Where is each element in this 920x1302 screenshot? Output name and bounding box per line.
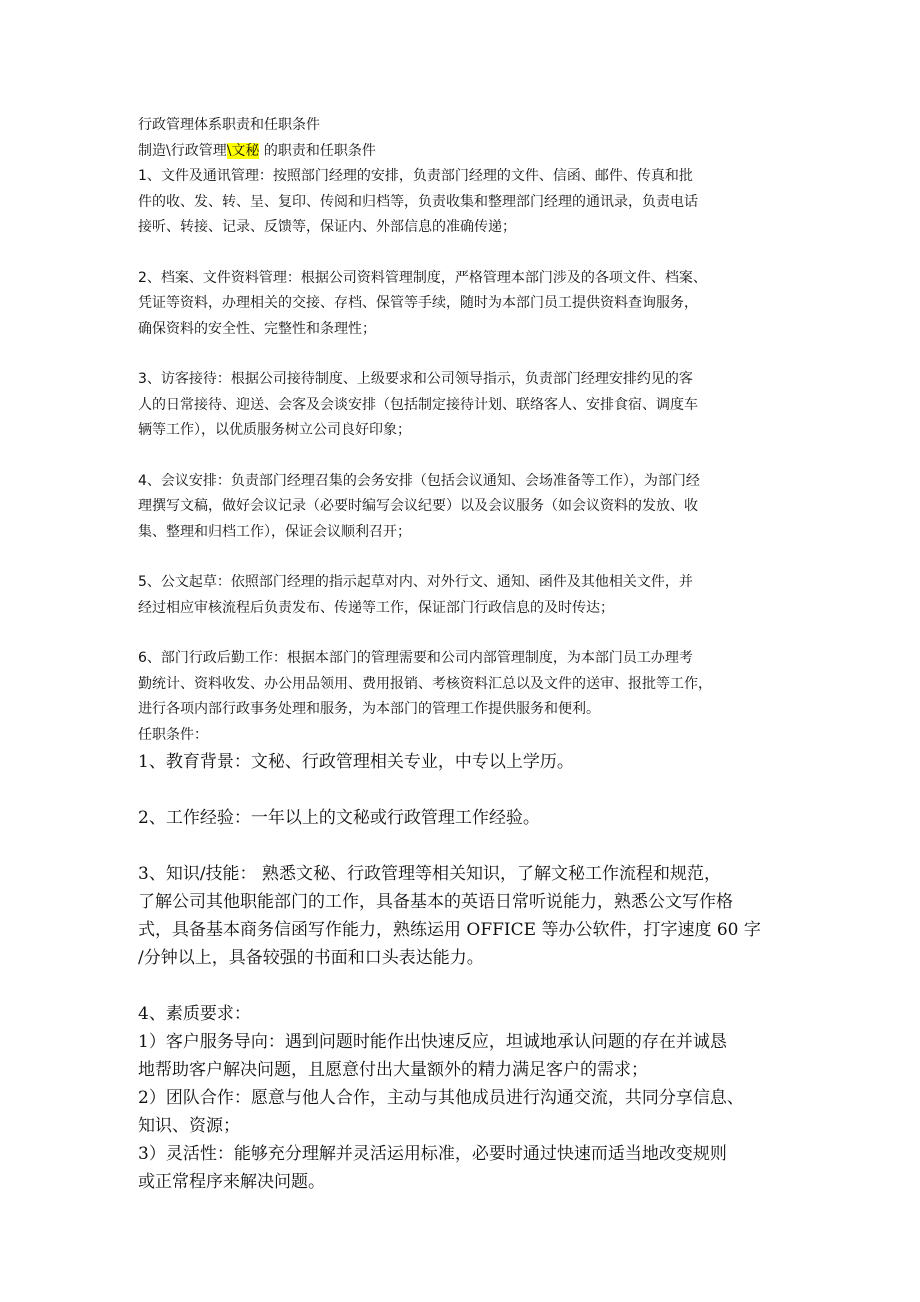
requirement-line: 4、素质要求： <box>138 1004 251 1024</box>
requirement-line: 式，具备基本商务信函写作能力，熟练运用 OFFICE 等办公软件，打字速度 60 字 <box>138 920 761 940</box>
requirement-line: 知识、资源； <box>138 1116 240 1136</box>
requirements-section <box>138 748 788 1196</box>
requirement-line: 1）客户服务导向：遇到问题时能作出快速反应，坦诚地承认问题的存在并诚恳 <box>138 1032 727 1052</box>
requirement-line: 地帮助客户解决问题，且愿意付出大量额外的精力满足客户的需求； <box>138 1060 648 1080</box>
subtitle-prefix: 制造\行政管理 <box>138 142 227 159</box>
duty-line: 2、档案、文件资料管理：根据公司资料管理制度，严格管理本部门涉及的各项文件、档案、 <box>138 269 707 286</box>
subtitle-suffix: 的职责和任职条件 <box>259 142 376 159</box>
duty-line: 6、部门行政后勤工作：根据本部门的管理需要和公司内部管理制度，为本部门员工办理考 <box>138 650 693 666</box>
requirements-heading: 任职条件： <box>138 726 208 743</box>
duty-line: 理撰写文稿，做好会议记录（必要时编写会议纪要）以及会议服务（如会议资料的发放、收 <box>138 498 698 514</box>
duties-section <box>138 164 788 723</box>
duty-line: 5、公文起草：依照部门经理的指示起草对内、对外行文、通知、函件及其他相关文件，并 <box>138 574 693 590</box>
duty-line: 勤统计、资料收发、办公用品领用、费用报销、考核资料汇总以及文件的送审、报批等工作， <box>138 675 712 692</box>
duty-line: 进行各项内部行政事务处理和服务，为本部门的管理工作提供服务和便利。 <box>138 701 600 717</box>
requirement-line: 2）团队合作：愿意与他人合作，主动与其他成员进行沟通交流，共同分享信息、 <box>138 1088 744 1108</box>
document-title: 行政管理体系职责和任职条件 <box>138 117 320 133</box>
duty-line: 4、会议安排：负责部门经理召集的会务安排（包括会议通知、会场准备等工作），为部门经 <box>138 472 700 489</box>
duty-line: 经过相应审核流程后负责发布、传递等工作，保证部门行政信息的及时传达； <box>138 599 614 616</box>
duty-line: 接听、转接、记录、反馈等，保证内、外部信息的准确传递； <box>138 219 516 235</box>
requirement-line: 3）灵活性：能够充分理解并灵活运用标准，必要时通过快速而适当地改变规则 <box>138 1144 727 1164</box>
requirement-line: 2、工作经验：一年以上的文秘或行政管理工作经验。 <box>138 808 540 828</box>
document-page <box>138 113 788 1196</box>
document-subtitle <box>138 139 788 165</box>
duty-line: 辆等工作），以优质服务树立公司良好印象； <box>138 422 411 438</box>
duty-line: 确保资料的安全性、完整性和条理性； <box>138 320 376 337</box>
duty-line: 集、整理和归档工作），保证会议顺利召开； <box>138 523 411 540</box>
requirement-line: 了解公司其他职能部门的工作，具备基本的英语日常听说能力，熟悉公文写作格 <box>138 892 733 912</box>
duty-line: 人的日常接待、迎送、会客及会谈安排（包括制定接待计划、联络客人、安排食宿、调度车 <box>138 396 698 413</box>
subtitle-highlight: \文秘 <box>226 142 260 159</box>
duty-line: 1、文件及通讯管理：按照部门经理的安排，负责部门经理的文件、信函、邮件、传真和批 <box>138 168 693 184</box>
requirement-line: /分钟以上，具备较强的书面和口头表达能力。 <box>138 948 484 968</box>
duty-line: 件的收、发、转、呈、复印、传阅和归档等，负责收集和整理部门经理的通讯录，负责电话 <box>138 193 698 210</box>
duty-line: 凭证等资料，办理相关的交接、存档、保管等手续，随时为本部门员工提供资料查询服务， <box>138 295 698 311</box>
requirement-line: 1、教育背景：文秘、行政管理相关专业，中专以上学历。 <box>138 752 574 772</box>
requirement-line: 或正常程序来解决问题。 <box>138 1172 325 1192</box>
duty-line: 3、访客接待：根据公司接待制度、上级要求和公司领导指示，负责部门经理安排约见的客 <box>138 371 693 387</box>
requirement-line: 3、知识/技能： 熟悉文秘、行政管理等相关知识，了解文秘工作流程和规范， <box>138 864 721 884</box>
